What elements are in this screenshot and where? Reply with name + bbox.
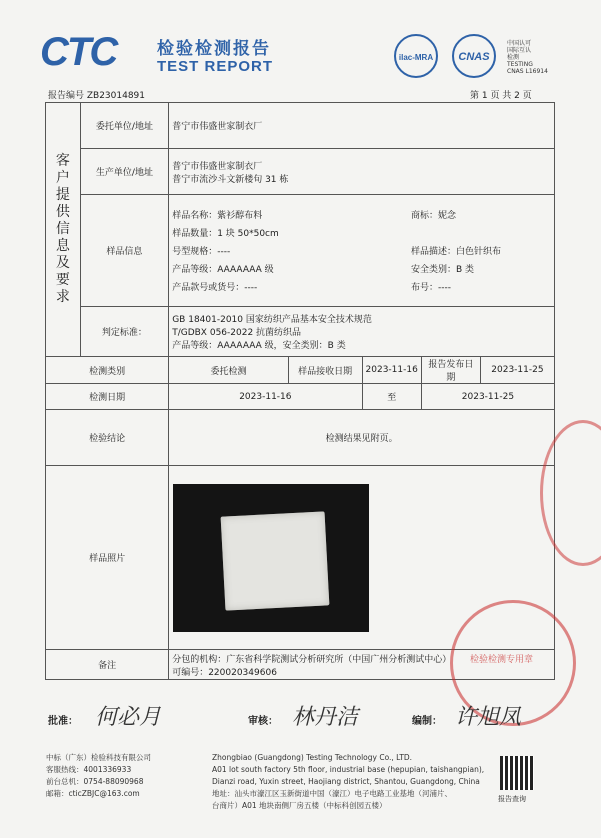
producer-cell	[169, 149, 555, 195]
ilac-label: ilac-MRA	[398, 53, 434, 62]
sample-safety: 安全类别：B 类	[411, 265, 475, 275]
photo-label: 样品照片	[46, 466, 169, 650]
sample-cloth-no: 布号：----	[411, 283, 451, 293]
client-value: 普宁市伟盛世家制衣厂	[169, 103, 555, 149]
report-number: 报告编号 ZB23014891	[48, 91, 146, 101]
report-title-en: TEST REPORT	[157, 58, 274, 75]
approve-signature: 何必月	[95, 705, 162, 730]
standard-line: 产品等级：AAAAAAA 级，安全类别：B 类	[172, 341, 346, 351]
sample-photo	[173, 484, 369, 632]
received-value: 2023-11-16	[362, 357, 421, 384]
issued-value: 2023-11-25	[480, 357, 554, 384]
footer-line: 邮箱：cticZBJC@163.com	[46, 789, 140, 798]
subcontract: 分包的机构：广东省科学院测试分析研究所（中国广州分析测试中心）	[172, 654, 452, 665]
footer-line: 台商片）A01 地块南侧厂房五楼（中标科创园五楼）	[212, 801, 387, 810]
sample-grade: 产品等级：AAAAAAA 级	[172, 265, 274, 275]
footer-line: Zhongbiao (Guangdong) Testing Technology Co., LTD.	[212, 753, 413, 762]
test-date-end: 2023-11-25	[421, 384, 554, 410]
report-table	[45, 102, 555, 680]
test-date-start: 2023-11-16	[169, 384, 362, 410]
footer-line: Dianzi road, Yuxin street, Haojiang district, Shantou, Guangdong, China	[212, 777, 480, 786]
approve-label: 批准：	[48, 716, 78, 727]
footer-line: 客服热线：4001336933	[46, 765, 132, 774]
sample-model: 号型规格：----	[172, 247, 231, 257]
cnas-text-line: TESTING	[507, 61, 533, 68]
ilac-mra-icon	[393, 33, 439, 79]
received-label: 样品接收日期	[288, 357, 362, 384]
cnas-text-line: 国际互认	[507, 47, 532, 54]
test-type-label: 检测类别	[46, 357, 169, 384]
sample-description: 样品描述：白色针织布	[411, 247, 502, 257]
standard-line: GB 18401-2010 国家纺织产品基本安全技术规范	[172, 315, 372, 325]
footer-company	[46, 752, 151, 800]
test-type-value: 委托检测	[169, 357, 289, 384]
qr-label: 报告查询	[498, 795, 526, 803]
seal-stamp-text: 检验检测专用章	[470, 655, 534, 665]
sample-brand: 商标：妮念	[411, 211, 457, 221]
cloth-sample	[221, 511, 330, 610]
sample-info-cell	[169, 195, 555, 307]
cnas-text-line: 检测	[507, 54, 520, 61]
footer-line: A01 lot south factory 5th floor, industrial base (hepupian, taishangpian),	[212, 765, 485, 774]
cnas-text-line: CNAS L16914	[507, 68, 548, 75]
producer-address: 普宁市流沙斗文新楼旬 31 栋	[172, 174, 289, 185]
conclusion-value: 检测结果见附页。	[169, 410, 555, 466]
customer-section-text: 客户提供信息及要求	[55, 153, 70, 305]
footer-line: 中标（广东）检验科技有限公司	[46, 753, 151, 762]
standard-line: T/GDBX 056-2022 抗菌纺织品	[172, 328, 302, 338]
issued-label: 报告发布日期	[421, 357, 480, 384]
report-title-cn: 检验检测报告	[157, 39, 271, 59]
sample-name: 样品名称：紫衫醇布料	[172, 211, 263, 221]
standard-label: 判定标准：	[80, 307, 169, 357]
test-date-to: 至	[362, 384, 421, 410]
qr-code[interactable]	[500, 756, 534, 790]
cnas-label: CNAS	[458, 51, 490, 63]
remarks-label: 备注	[46, 650, 169, 680]
sample-info-label: 样品信息	[80, 195, 169, 307]
conclusion-label: 检验结论	[46, 410, 169, 466]
sample-quantity: 样品数量：1 块 50*50cm	[172, 229, 279, 239]
footer-line: 地址：汕头市濠江区玉新街道中国（濠江）电子电路工业基地（河浦片、	[212, 789, 452, 798]
customer-section-label	[46, 103, 81, 357]
sample-info-grid	[172, 206, 551, 296]
contract-no: 可编号：220020349606	[172, 667, 277, 678]
cnas-text-line: 中国认可	[507, 40, 532, 47]
footer-address	[212, 752, 497, 812]
review-label: 审核：	[248, 716, 278, 727]
footer-line: 前台总机：0754-88090968	[46, 777, 144, 786]
ctc-logo: CTC	[40, 30, 117, 74]
test-date-label: 检测日期	[46, 384, 169, 410]
client-label: 委托单位/地址	[80, 103, 169, 149]
review-signature: 林丹洁	[292, 705, 359, 730]
cnas-icon	[446, 33, 502, 79]
sample-item-no: 产品款号或货号：----	[172, 283, 258, 293]
compile-signature: 许旭凤	[455, 705, 522, 730]
page-info: 第 1 页 共 2 页	[470, 91, 532, 101]
producer-label: 生产单位/地址	[80, 149, 169, 195]
producer-name: 普宁市伟盛世家制衣厂	[172, 161, 263, 172]
compile-label: 编制：	[412, 716, 442, 727]
standard-cell	[169, 307, 555, 357]
cnas-text	[507, 40, 548, 75]
